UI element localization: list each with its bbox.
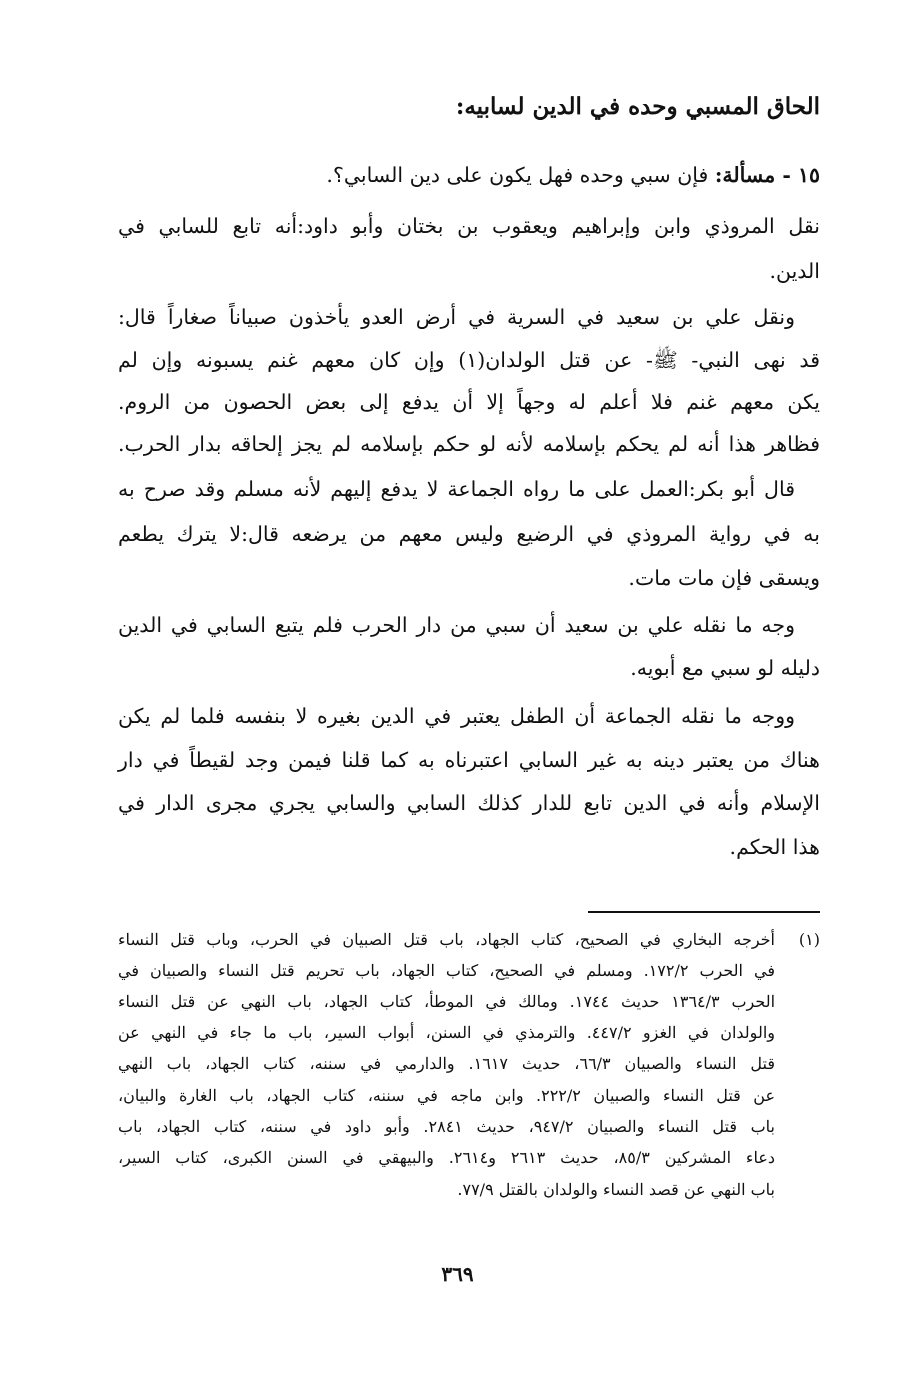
footnote-line: قتل النساء والصبيان ٦٦/٣، حديث ١٦١٧. والدارمي في سننه، كتاب الجهاد، باب النهي: [118, 1054, 776, 1073]
text-line: هناك من يعتبر دينه به غير السابي اعتبرناه به كما قلنا فيمن وجد لقيطاً في دار: [118, 748, 820, 772]
text-line: فظاهر هذا أنه لم يحكم بإسلامه لأنه لو حكم بإسلامه لم يجز إلحاقه بدار الحرب.: [118, 432, 820, 456]
footnote-number: (١): [798, 930, 820, 949]
page-number: ٣٦٩: [441, 1262, 474, 1286]
section-heading: الحاق المسبي وحده في الدين لسابيه:: [455, 93, 820, 120]
text-line: الدين.: [769, 259, 820, 283]
text-line: الإسلام وأنه في الدين تابع للدار كذلك السابي والسابي يجري مجرى الدار في: [118, 791, 820, 815]
footnote-line: الحرب ١٣٦٤/٣ حديث ١٧٤٤. ومالك في الموطأ، كتاب الجهاد، باب النهي عن قتل النساء: [118, 992, 776, 1011]
footnote-line: والولدان في الغزو ٤٤٧/٢. والترمذي في السنن، أبواب السير، باب ما جاء في النهي عن: [118, 1023, 775, 1042]
question-line: [118, 163, 820, 187]
text-line: ونقل علي بن سعيد في السرية في أرض العدو يأخذون صبياناً صغاراً قال:: [118, 305, 795, 329]
text-line: هذا الحكم.: [729, 835, 820, 859]
text-line: قد نهى النبي- ﷺ- عن قتل الولدان(١) وإن كان معهم غنم يسبونه وإن لم: [118, 348, 820, 372]
footnote-line: باب قتل النساء والصبيان ٩٤٧/٢، حديث ٢٨٤١. وأبو داود في سننه، كتاب الجهاد، باب: [118, 1117, 775, 1136]
text-line: دليله لو سبي مع أبويه.: [630, 656, 820, 680]
question-number: ١٥ - مسألة:: [714, 163, 820, 187]
text-line: ووجه ما نقله الجماعة أن الطفل يعتبر في الدين بغيره لا بنفسه فلما لم يكن: [118, 704, 795, 728]
text-line: قال أبو بكر:العمل على ما رواه الجماعة لا يدفع إليهم لأنه مسلم وقد صرح به: [118, 477, 795, 501]
footnote-line: أخرجه البخاري في الصحيح، كتاب الجهاد، باب قتل الصبيان في الحرب، وباب قتل النساء: [118, 930, 775, 949]
footnote-line: باب النهي عن قصد النساء والولدان بالقتل ٧٧/٩.: [457, 1180, 775, 1199]
footnote-separator: [588, 911, 820, 913]
text-line: به في رواية المروذي في الرضيع وليس معهم من يرضعه قال:لا يترك يطعم: [118, 522, 820, 546]
question-text: فإن سبي وحده فهل يكون على دين السابي؟.: [326, 163, 709, 187]
text-line: وجه ما نقله علي بن سعيد أن سبي من دار الحرب فلم يتبع السابي في الدين: [118, 613, 795, 637]
text-line: نقل المروذي وابن وإبراهيم ويعقوب بن بختان وأبو داود:أنه تابع للسابي في: [118, 214, 820, 238]
footnote-line: في الحرب ١٧٢/٢. ومسلم في الصحيح، كتاب الجهاد، باب تحريم قتل النساء والصبيان في: [118, 961, 775, 980]
footnote-line: عن قتل النساء والصبيان ٢٢٢/٢. وابن ماجه في سننه، كتاب الجهاد، باب الغارة والبيان،: [118, 1086, 776, 1105]
text-line: ويسقى فإن مات مات.: [628, 566, 820, 590]
text-line: يكن معهم غنم فلا أعلم له وجهاً إلا أن يدفع إلى بعض الحصون من الروم.: [118, 390, 820, 414]
footnote-line: دعاء المشركين ٨٥/٣، حديث ٢٦١٣ و٢٦١٤. والبيهقي في السنن الكبرى، كتاب السير،: [118, 1148, 775, 1167]
